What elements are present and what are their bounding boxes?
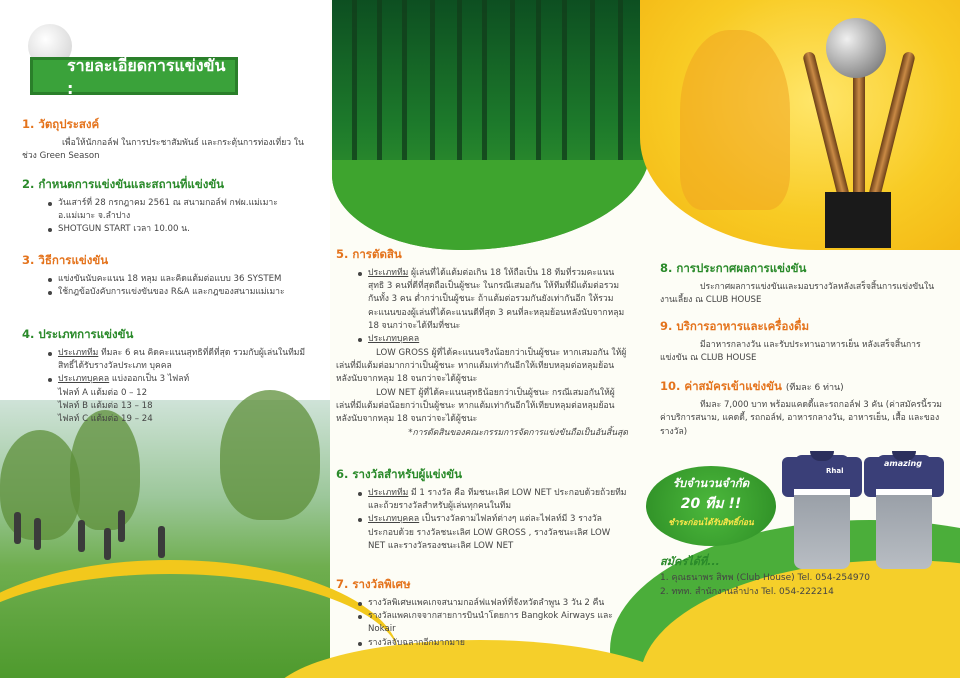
label-team: ประเภททีม	[368, 267, 409, 278]
list-item: รางวัลพิเศษแพคเกจสนามกอล์ฟแฟลท์ที่จังหวัดลำพูน 3 วัน 2 คืน	[356, 597, 628, 610]
golfer-figure	[104, 528, 111, 560]
register-info	[660, 553, 870, 599]
low-gross-text: LOW GROSS ผู้ที่ได้คะแนนจริงน้อยกว่าเป็นผู้ชนะ หากเสมอกัน ให้ผู้เล่นที่มีแต้มต่อมากกว่าเป็นผู้ชนะ หากแต้มเท่ากันอีกให้เทียบหลุมต่อหลุมย้อนหลังนับจากหลุม 18 จนกว่าจะได้ผู้ชนะ	[336, 347, 627, 385]
list-item	[356, 333, 628, 346]
section-title: 2. กำหนดการแข่งขันและสถานที่แข่งขัน	[22, 177, 225, 191]
trophy-base	[825, 192, 891, 248]
promo-line: รับจำนวนจำกัด	[672, 476, 750, 490]
section-body: ทีมละ 7,000 บาท พร้อมแคดดี้และรถกอล์ฟ 3 คัน (ค่าสมัครนี้รวมค่าบริการสนาม, แคดดี้, รถกอล์ฟ, อาหารกลางวัน, อาหารเย็น, เสื้อ และของรางวัล)	[660, 399, 942, 437]
section-title: 8. การประกาศผลการแข่งขัน	[660, 261, 807, 275]
team-text: มี 1 รางวัล คือ ทีมชนะเลิศ LOW NET ประกอบด้วยถ้วยทีมและถ้วยรางวัลสำหรับผู้เล่นทุกคนในทีม	[368, 487, 627, 512]
page-title: รายละเอียดการแข่งขัน :	[67, 56, 226, 98]
list-item	[356, 487, 628, 514]
section-title: 9. บริการอาหารและเครื่องดื่ม	[660, 319, 810, 333]
heading-badge	[30, 56, 238, 98]
section-body: ประกาศผลการแข่งขันและมอบรางวัลหลังเสร็จสิ้นการแข่งขันในงานเลี้ยง ณ CLUB HOUSE	[660, 281, 935, 306]
label-individual: ประเภทบุคคล	[368, 334, 420, 345]
section-4	[22, 326, 307, 427]
register-title: สมัครได้ที่...	[660, 555, 720, 568]
section-body: มีอาหารกลางวัน และรับประทานอาหารเย็น หลังเสร็จสิ้นการแข่งขัน ณ CLUB HOUSE	[660, 339, 921, 364]
list-item	[356, 513, 628, 553]
section-2	[22, 176, 307, 237]
list-item: รางวัลแพคเกจจากสายการบินนำโดยการ Bangkok Airways และ Nokair	[356, 610, 628, 637]
flight-item: ไฟลท์ B แต้มต่อ 13 – 18	[58, 401, 153, 412]
section-5	[336, 246, 628, 440]
section-7	[336, 576, 628, 650]
section-title: 3. วิธีการแข่งขัน	[22, 253, 109, 267]
list-item: SHOTGUN START เวลา 10.00 น.	[46, 223, 307, 236]
shirt-logo: amazing	[884, 459, 922, 468]
fee-subtitle: (ทีมละ 6 ท่าน)	[785, 383, 844, 393]
trophy-photo	[640, 0, 960, 250]
section-title: 6. รางวัลสำหรับผู้แข่งขัน	[336, 467, 463, 481]
label-team: ประเภททีม	[368, 487, 409, 498]
flight-item: ไฟลท์ C แต้มต่อ 19 – 24	[58, 414, 153, 425]
golfer-figure	[158, 526, 165, 558]
list-item: วันเสาร์ที่ 28 กรกฎาคม 2561 ณ สนามกอล์ฟ กฟผ.แม่เมาะ อ.แม่เมาะ จ.ลำปาง	[46, 197, 307, 224]
list-item: แข่งขันนับคะแนน 18 หลุม และคิดแต้มต่อแบบ 36 SYSTEM	[46, 273, 307, 286]
golfer-figure	[78, 520, 85, 552]
forest-fairway-photo	[332, 0, 650, 250]
golfer-figure	[14, 512, 21, 544]
team-text: ผู้เล่นที่ได้แต้มต่อเกิน 18 ให้ถือเป็น 18 ทีมที่รวมคะแนนสุทธิ 3 คนที่ดีที่สุดถือเป็นผู้ชนะ ในกรณีเสมอกัน ให้ทีมที่มีแต้มต่อรวมกันทั้ง 3 คน ต่ำกว่าเป็นผู้ชนะ ถ้าแต้มต่อรวมกันยังเท่ากันอีก ให้รวมคะแนนของผู้เล่นที่ได้คะแนนดีที่สุด 3 คนที่ละหลุมย้อนหลังนับจากหลุม 18 จนกว่าจะได้ทีมที่ชนะ	[368, 267, 625, 332]
list-item	[356, 267, 628, 334]
trophy-arm	[853, 70, 865, 200]
trophy-golf-ball	[826, 18, 886, 78]
section-1	[22, 116, 307, 163]
fee-title: 10. ค่าสมัครเข้าแข่งขัน	[660, 379, 782, 393]
section-9	[660, 318, 942, 365]
list-item	[46, 347, 307, 374]
label-team: ประเภททีม	[58, 347, 99, 358]
section-8	[660, 260, 942, 307]
polo-shirt-image	[864, 447, 944, 571]
section-10	[660, 378, 942, 439]
register-line: 2. ททท. สำนักงานลำปาง Tel. 054-222214	[660, 586, 834, 597]
shirt-logo: Rhal	[826, 467, 844, 475]
section-title	[660, 378, 942, 396]
golfer-figure	[118, 510, 125, 542]
promo-line: 20 ทีม !!	[680, 496, 742, 512]
section-title: 1. วัตถุประสงค์	[22, 117, 100, 131]
trophy-arm	[868, 51, 916, 199]
section-6	[336, 466, 628, 553]
team-text: ทีมละ 6 คน คิดคะแนนสุทธิที่ดีที่สุด รวมกับผู้เล่นในทีมมีสิทธิ์ได้รับรางวัลประเภท บุคคล	[58, 347, 306, 372]
promo-badge	[646, 466, 776, 546]
list-item: รางวัลจับฉลากอีกมากมาย	[356, 637, 628, 650]
label-individual: ประเภทบุคคล	[58, 374, 110, 385]
section-title: 7. รางวัลพิเศษ	[336, 577, 411, 591]
judging-note: *การตัดสินของคณะกรรมการจัดการแข่งขันถือเป็นอันสิ้นสุด	[408, 427, 628, 438]
section-title: 5. การตัดสิน	[336, 247, 402, 261]
section-title: 4. ประเภทการแข่งขัน	[22, 327, 134, 341]
individual-text: แบ่งออกเป็น 3 ไฟลท์	[111, 374, 190, 385]
list-item: ใช้กฎข้อบังคับการแข่งขันของ R&A และกฎของสนามแม่เมาะ	[46, 286, 307, 299]
golfer-figure	[34, 518, 41, 550]
section-body: เพื่อให้นักกอล์ฟ ในการประชาสัมพันธ์ และกระตุ้นการท่องเที่ยว ในช่วง Green Season	[22, 137, 304, 162]
individual-text: เป็นรางวัลตามไฟลท์ต่างๆ แต่ละไฟลท์มี 3 รางวัล ประกอบด้วย รางวัลชนะเลิศ LOW GROSS , รางวัลชนะเลิศ LOW NET และรางวัลรองชนะเลิศ LOW NET	[368, 514, 611, 552]
register-line: 1. คุณธนาพร สิทพ (Club House) Tel. 054-254970	[660, 572, 871, 583]
section-3	[22, 252, 307, 299]
golfer-silhouette	[680, 30, 790, 210]
low-net-text: LOW NET ผู้ที่ได้คะแนนสุทธิน้อยกว่าเป็นผู้ชนะ กรณีเสมอกันให้ผู้เล่นที่มีแต้มต่อน้อยกว่าเป็นผู้ชนะ หากแต้มเท่ากันอีกให้เทียบหลุมต่อหลุมย้อนหลังนับจากหลุม 18 จนกว่าจะได้ผู้ชนะ	[336, 387, 615, 425]
promo-line: ชำระก่อนได้รับสิทธิ์ก่อน	[668, 517, 754, 527]
tree-shape	[70, 410, 140, 530]
list-item	[46, 373, 307, 386]
flight-item: ไฟลท์ A แต้มต่อ 0 – 12	[58, 387, 148, 398]
label-individual: ประเภทบุคคล	[368, 514, 420, 525]
